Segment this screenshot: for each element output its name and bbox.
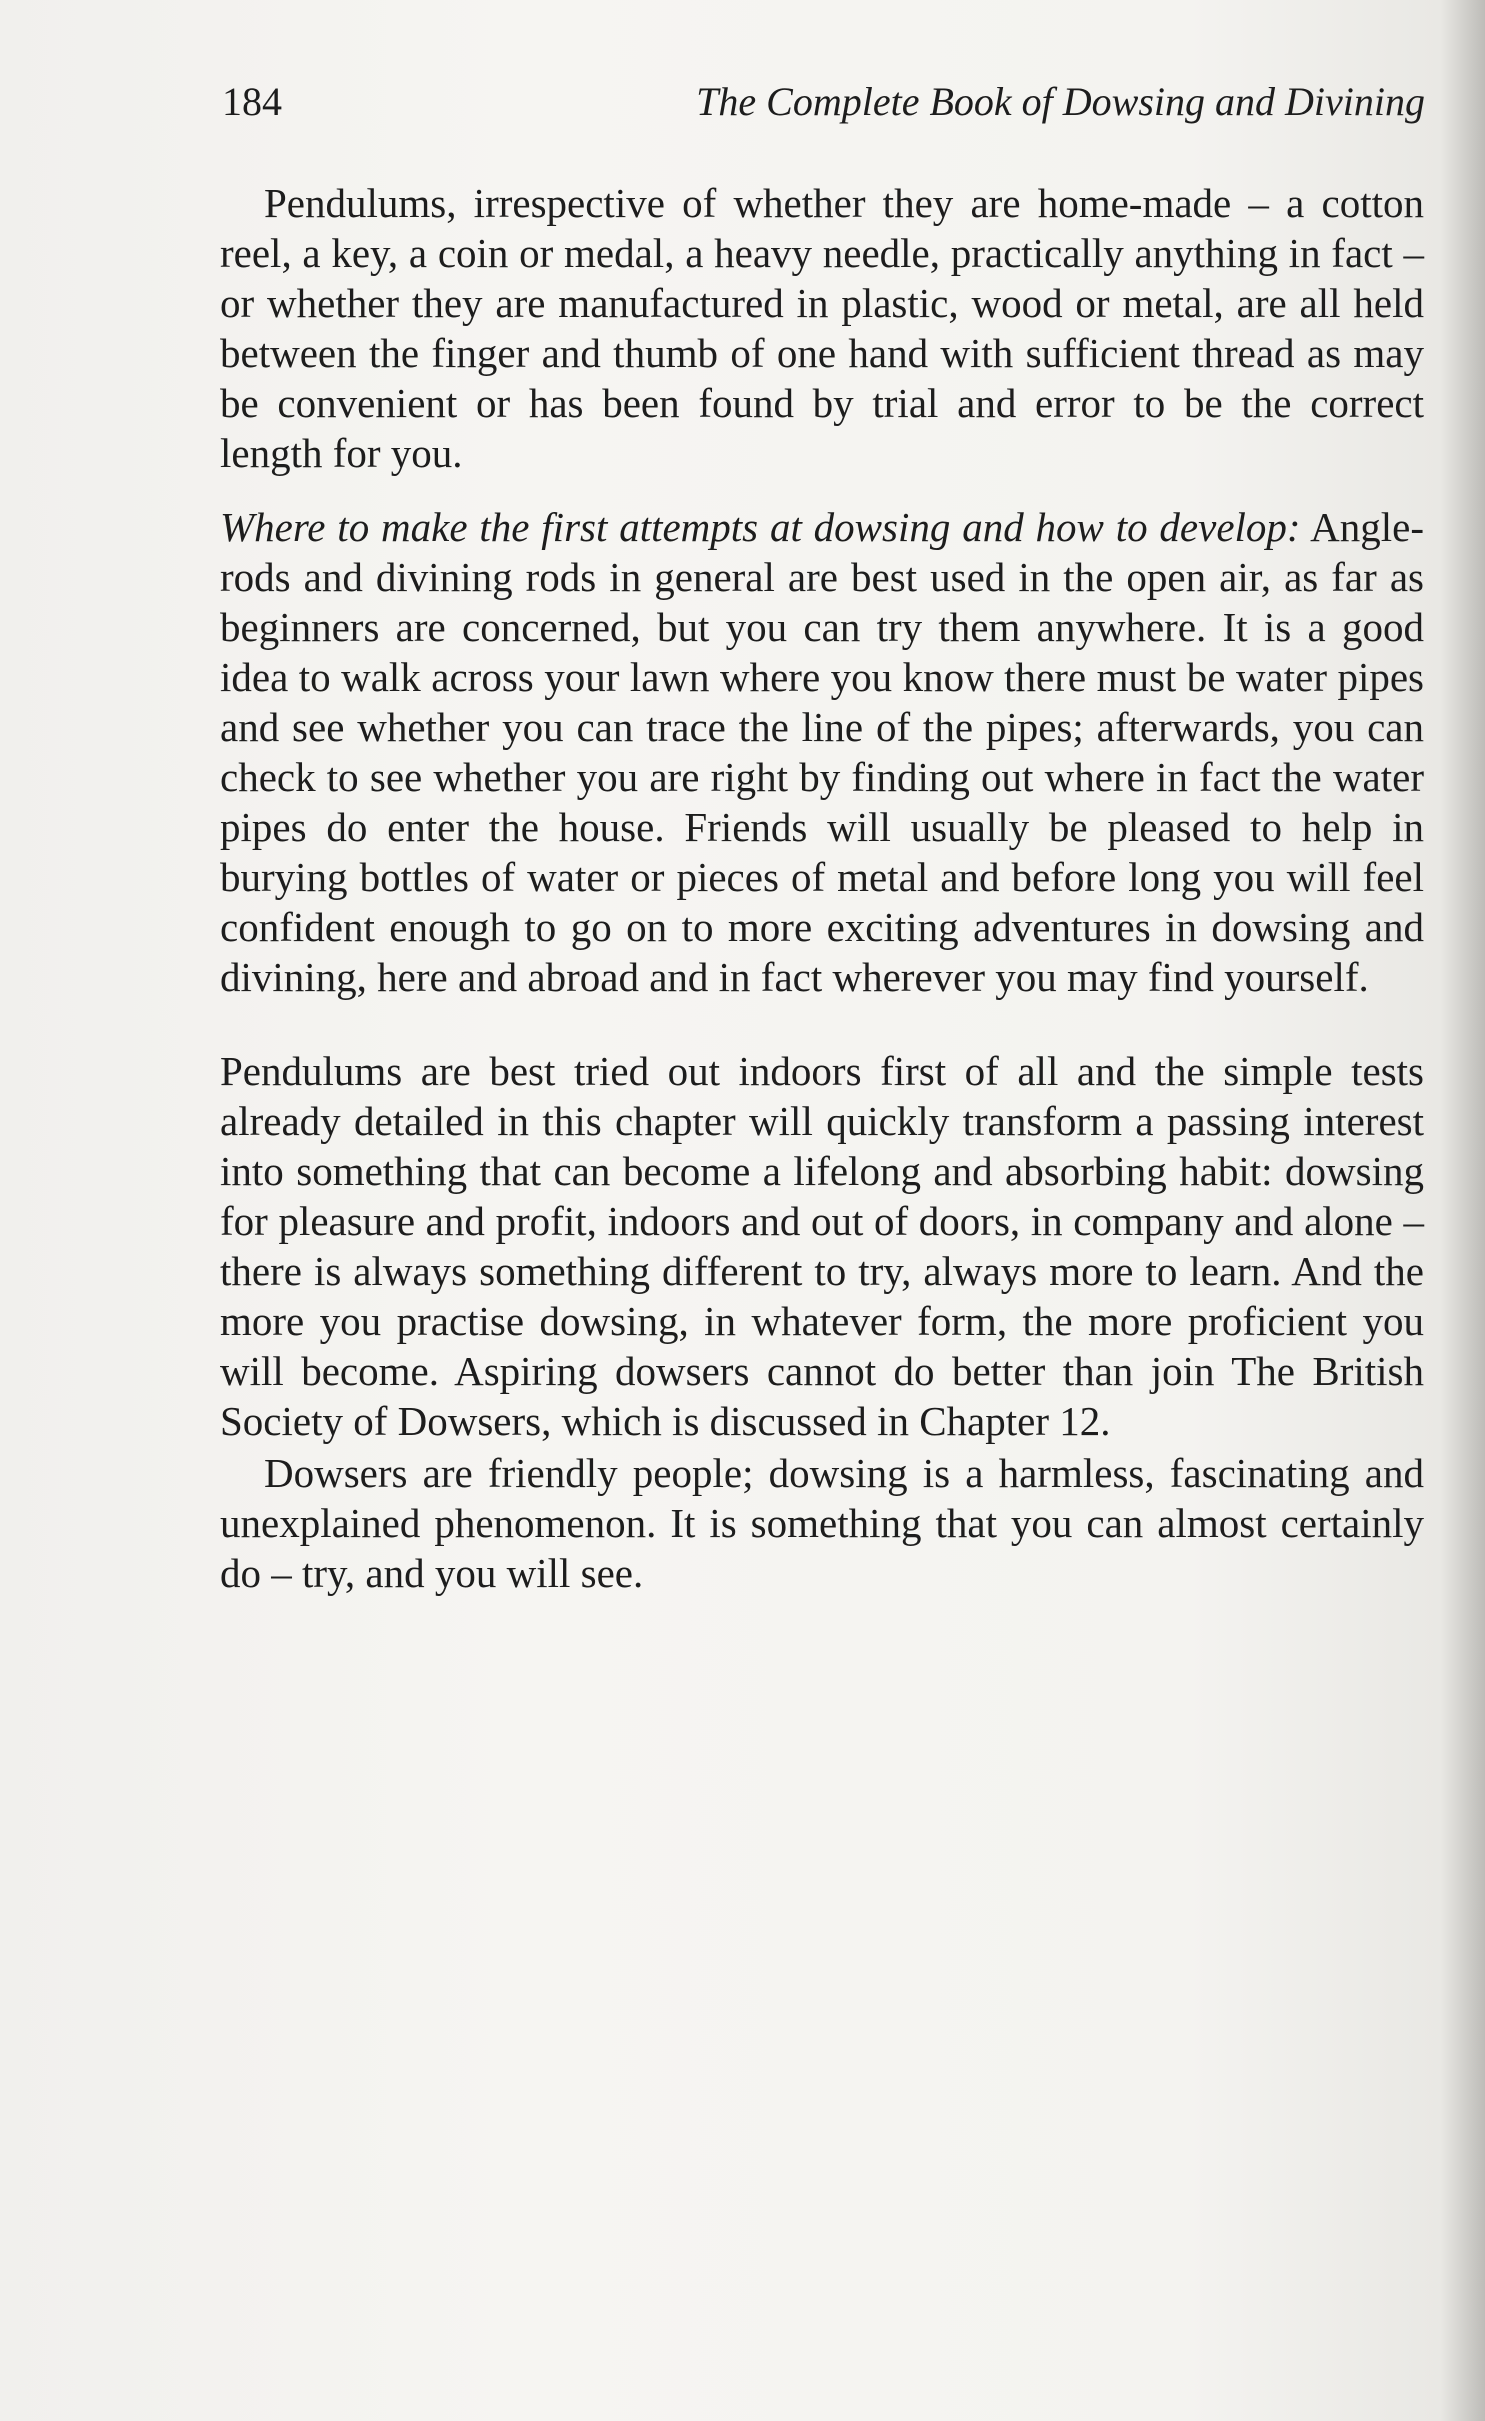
paragraph-first-attempts xyxy=(220,502,1424,1002)
paragraph-pendulums-intro: Pendulums, irrespective of whether they are home-made – a cotton reel, a key, a coin or medal, a heavy needle, practically anything in fact – or whether they are manufactured in plastic, wood or metal, are all held between the finger and thumb of one hand with sufficient thread as may be convenient or has been found by trial and error to be the correct length for you. xyxy=(220,180,1424,476)
paragraph-dowsers-friendly: Dowsers are friendly people; dowsing is a harmless, fascinating and unexplained phenomenon. It is something that you can almost certainly do – try, and you will see. xyxy=(220,1450,1424,1596)
body-text xyxy=(220,178,1424,1598)
paragraph-pendulums-indoors: Pendulums are best tried out indoors first of all and the simple tests already detailed in this chapter will quickly transform a passing interest into something that can become a lifelong and absorbing habit: dowsing for pleasure and profit, indoors and out of doors, in company and alone – there is always something different to try, always more to learn. And the more you practise dowsing, in whatever form, the more proficient you will become. Aspiring dowsers cannot do better than join The British Society of Dowsers, which is discussed in Chapter 12. xyxy=(220,1048,1424,1444)
paragraph-first-attempts-text: Angle-rods and divining rods in general are best used in the open air, as far as beginners are concerned, but you can try them anywhere. It is a good idea to walk across your lawn where you know there must be water pipes and see whether you can trace the line of the pipes; afterwards, you can check to see whether you are right by finding out where in fact the water pipes do enter the house. Friends will usually be pleased to help in burying bottles of water or pieces of metal and before long you will feel confident enough to go on to more exciting adventures in dowsing and divining, here and abroad and in fact wherever you may find yourself. xyxy=(220,504,1424,1000)
run-in-heading: Where to make the first attempts at dowsing and how to develop: xyxy=(220,504,1301,550)
page-header xyxy=(222,78,1425,138)
running-title: The Complete Book of Dowsing and Divining xyxy=(696,79,1425,124)
page-number: 184 xyxy=(222,79,282,124)
